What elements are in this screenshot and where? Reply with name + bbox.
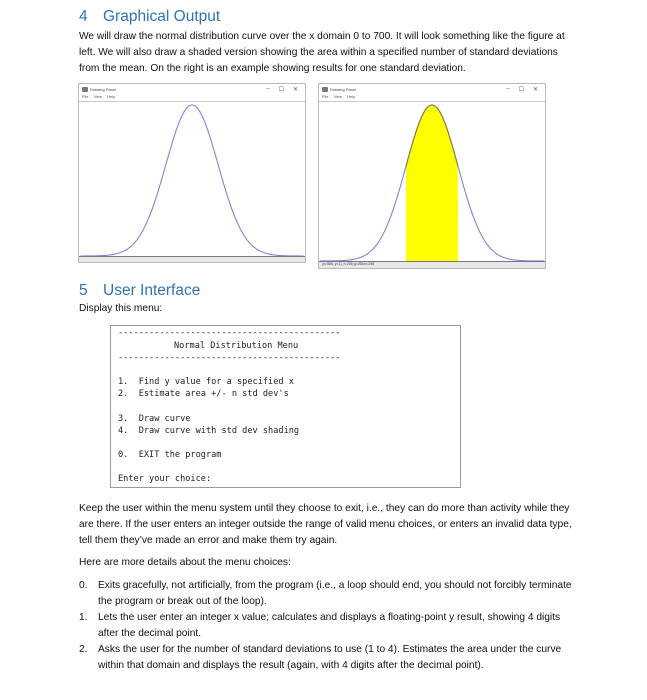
- console-menu-box: [110, 325, 461, 488]
- detail-number: 0.: [79, 580, 88, 591]
- section-title: User Interface: [103, 282, 201, 299]
- window-titlebar[interactable]: [79, 84, 305, 94]
- menu-loop-paragraph: Keep the user within the menu system until they choose to exit, i.e., they can do more than activity while they are there. If the user enters an integer outside the range of valid menu choices, or enters an invalid data type, tell them they’ve made an error and make them try again.: [79, 503, 572, 546]
- status-bar: [79, 256, 305, 262]
- detail-item-2: [79, 642, 574, 674]
- section-4-heading: [79, 8, 220, 26]
- section-number: 4: [79, 8, 88, 25]
- app-icon: [322, 87, 328, 92]
- detail-text: Lets the user enter an integer x value; calculates and displays a floating-point y result, showing 4 digits after the decimal point.: [98, 612, 561, 639]
- normal-curve-plot: [80, 103, 304, 256]
- window-title: Drawing Panel: [90, 86, 117, 92]
- window-titlebar[interactable]: [319, 84, 545, 94]
- detail-number: 1.: [79, 612, 88, 623]
- close-icon[interactable]: ✕: [532, 86, 538, 93]
- drawing-canvas: [320, 103, 544, 261]
- section-title: Graphical Output: [103, 8, 221, 25]
- menu-option-3: 3. Draw curve: [118, 414, 191, 424]
- detail-item-0: [79, 578, 574, 610]
- menu-help[interactable]: Help: [107, 94, 116, 99]
- window-menubar: [319, 94, 545, 102]
- minimize-icon[interactable]: –: [506, 85, 510, 92]
- window-title: Drawing Panel: [330, 86, 357, 92]
- menu-help[interactable]: Help: [347, 94, 356, 99]
- menu-file[interactable]: File: [82, 94, 89, 99]
- drawing-panel-window-right: [318, 83, 546, 269]
- maximize-icon[interactable]: ☐: [518, 86, 524, 93]
- normal-curve: [80, 105, 304, 256]
- menu-rule-bottom: -------------------------------------------: [118, 353, 341, 363]
- menu-view[interactable]: View: [333, 94, 343, 99]
- menu-option-4: 4. Draw curve with std dev shading: [118, 426, 300, 436]
- menu-file[interactable]: File: [322, 94, 329, 99]
- drawing-panel-window-left: [78, 83, 306, 263]
- shaded-curve-plot: [320, 103, 544, 261]
- menu-option-0: 0. EXIT the program: [118, 450, 222, 460]
- section-5-intro: Display this menu:: [79, 303, 163, 314]
- section-number: 5: [79, 282, 88, 299]
- menu-prompt: Enter your choice:: [118, 474, 212, 484]
- menu-view[interactable]: View: [93, 94, 103, 99]
- detail-text: Asks the user for the number of standard deviations to use (1 to 4). Estimates the area under the curve within that domain and displays the result (again, with 4 digits after the decimal point).: [98, 644, 562, 671]
- drawing-canvas: [80, 103, 304, 256]
- menu-option-2: 2. Estimate area +/- n std dev's: [118, 389, 289, 399]
- menu-title: Normal Distribution Menu: [174, 341, 299, 351]
- section-4-paragraph: We will draw the normal distribution curve over the x domain 0 to 700. It will look something like the figure at left. We will also draw a shaded version showing the area within a specified number of standard deviations from the mean. On the right is an example showing results for one standard deviation.: [79, 31, 565, 74]
- minimize-icon[interactable]: –: [266, 85, 270, 92]
- detail-text: Exits gracefully, not artificially, from the program (i.e., a loop should end, you should not forcibly terminate the program or break out of the loop).: [98, 580, 572, 607]
- menu-option-1: 1. Find y value for a specified x: [118, 377, 294, 387]
- details-intro: Here are more details about the menu choices:: [79, 557, 291, 568]
- window-menubar: [79, 94, 305, 102]
- detail-number: 2.: [79, 644, 88, 655]
- status-bar: (x=586, y=1), r=255 g=255 b=255: [319, 261, 545, 268]
- close-icon[interactable]: ✕: [292, 86, 298, 93]
- maximize-icon[interactable]: ☐: [278, 86, 284, 93]
- menu-choice-details: [79, 578, 574, 674]
- menu-rule-top: -------------------------------------------: [118, 328, 341, 338]
- detail-item-1: [79, 610, 574, 642]
- section-5-heading: [79, 282, 200, 300]
- app-icon: [82, 87, 88, 92]
- std-dev-shaded-area: [406, 105, 458, 261]
